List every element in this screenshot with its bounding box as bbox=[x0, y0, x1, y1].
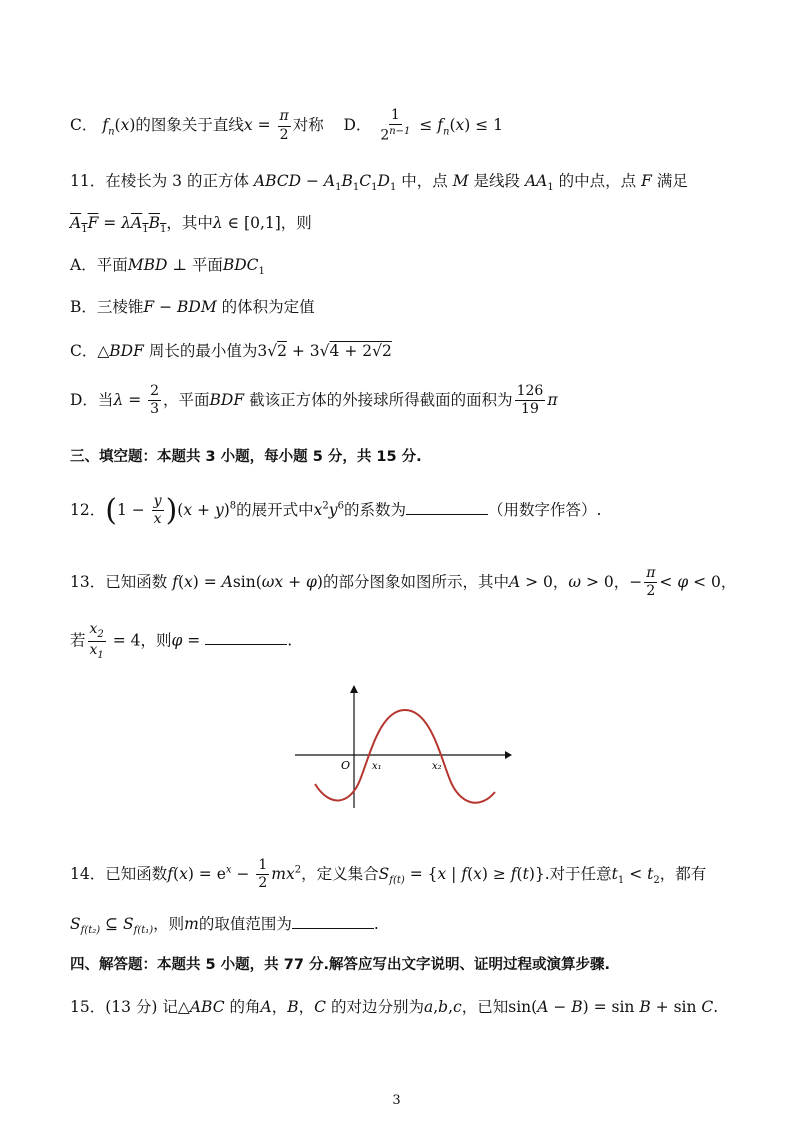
sine-graph bbox=[290, 680, 515, 810]
page-number: 3 bbox=[392, 1093, 401, 1108]
x-axis-arrow bbox=[505, 751, 512, 759]
x1-label: x₁ bbox=[372, 761, 382, 772]
section-3-heading: 三、填空题：本题共 3 小题，每小题 5 分，共 15 分. bbox=[70, 449, 422, 465]
q11-option-a: A．平面MBD ⊥ 平面$BDC_1$ bbox=[70, 256, 265, 278]
q11-option-c: C．△BDF 周长的最小值为3√2 + 3√4 + 2√2 bbox=[70, 342, 392, 360]
q13: 13．已知函数 f(x) = Asin(ωx + φ)的部分图象如图所示，其中A > 0，ω > 0，− $\frac{\pi}{2}$ < φ < 0， bbox=[70, 565, 737, 600]
q11-stem-2: $\overline{A}_1\overline{F} = \lambda\overline{A}_1\overline{B}_1$，其中λ ∈ [0,1]，则 bbox=[70, 214, 312, 236]
q15: 15．(13 分) 记△ABC 的角A，B，C 的对边分别为a,b,c，已知sin(A − B) = sin B + sin C. bbox=[70, 998, 719, 1016]
q10-options: C． $f_n(x)$的图象关于直线x = $\frac{\pi}{2}$ 对称 D． $\frac{1}{2^{n-1}}$ ≤ $f_n(x) \le 1$ bbox=[70, 107, 504, 145]
section-4-heading: 四、解答题：本题共 5 小题，共 77 分.解答应写出文字说明、证明过程或演算步骤. bbox=[70, 957, 610, 973]
q13-answer-blank bbox=[205, 630, 287, 645]
q11-option-d: D．当λ = $\frac{2}{3}$ ，平面BDF 截该正方体的外接球所得截面的面积为 $\frac{126}{19}$ π bbox=[70, 383, 558, 418]
y-axis-arrow bbox=[350, 685, 358, 693]
q14-line2: $S_{f(t_2)}$ ⊆ $S_{f(t_1)}$，则m的取值范围为 . bbox=[70, 915, 379, 937]
q12-answer-blank bbox=[406, 500, 488, 515]
q13-line2: 若 $\frac{x_2}{x_1}$ = 4，则φ = . bbox=[70, 621, 293, 661]
q14: 14．已知函数$f(x) = e^x$ − $\frac{1}{2}$ $mx^2$，定义集合$S_{f(t)} = \{x$ | f(x) ≥ f(t)}.对于任意$t_1 < t_2$，都有 bbox=[70, 857, 707, 892]
q11-option-b: B．三棱锥F − BDM 的体积为定值 bbox=[70, 298, 315, 316]
q11-stem: 11．在棱长为 3 的正方体 ABCD − $A_1B_1C_1D_1$ 中，点 M 是线段 $AA_1$ 的中点，点 F 满足 bbox=[70, 172, 688, 194]
q12: 12．(1 − $\frac{y}{x}$ )$(x + y)^8$的展开式中$x^2y^6$的系数为 （用数字作答）. bbox=[70, 492, 602, 528]
origin-label: O bbox=[341, 759, 351, 772]
q14-answer-blank bbox=[292, 914, 374, 929]
sine-curve bbox=[315, 710, 495, 803]
x2-label: x₂ bbox=[432, 761, 442, 772]
